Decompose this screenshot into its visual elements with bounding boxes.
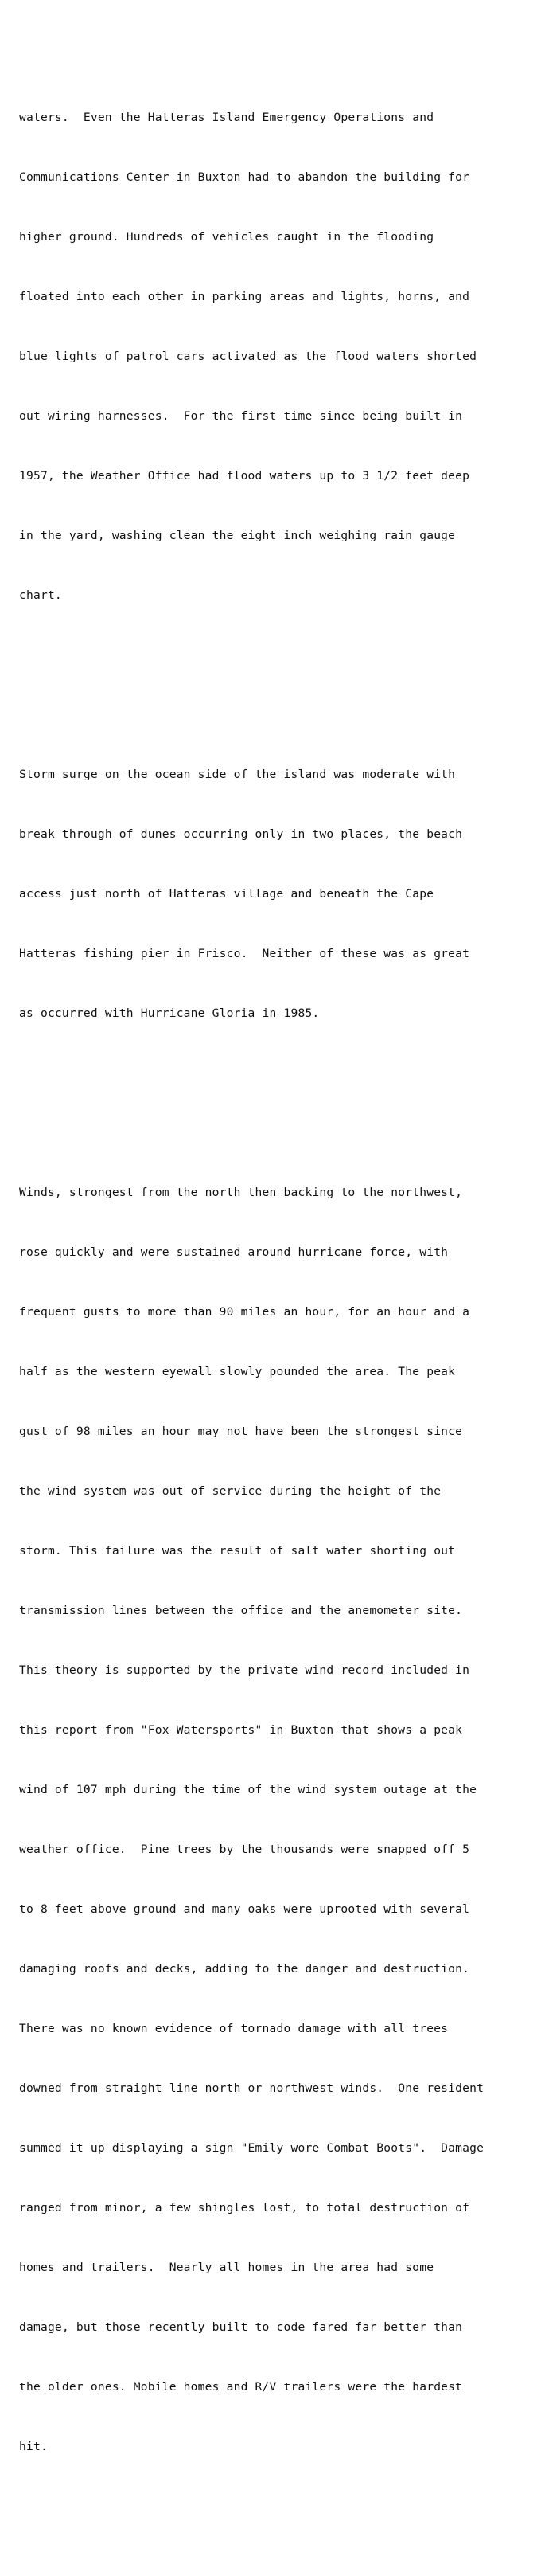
text-line: summed it up displaying a sign "Emily wore Combat Boots". Damage: [19, 2141, 485, 2155]
text-line: homes and trailers. Nearly all homes in the area had some: [19, 2261, 434, 2274]
text-line: damage, but those recently built to code fared far better than: [19, 2320, 463, 2334]
text-line: as occurred with Hurricane Gloria in 1985.: [19, 1007, 320, 1020]
text-line: storm. This failure was the result of salt water shorting out: [19, 1544, 456, 1558]
text-line: out wiring harnesses. For the first time since being built in: [19, 409, 463, 423]
text-line: to 8 feet above ground and many oaks were uprooted with several: [19, 1902, 470, 1916]
text-line: blue lights of patrol cars activated as the flood waters shorted: [19, 350, 477, 363]
text-line: Winds, strongest from the north then backing to the northwest,: [19, 1186, 463, 1199]
text-line: chart.: [19, 588, 62, 602]
text-line: higher ground. Hundreds of vehicles caught in the flooding: [19, 230, 434, 244]
text-line: Hatteras fishing pier in Frisco. Neither of these was as great: [19, 947, 470, 960]
text-line: This theory is supported by the private wind record included in: [19, 1663, 470, 1677]
text-line: the wind system was out of service during the height of the: [19, 1484, 442, 1498]
text-line: access just north of Hatteras village and beneath the Cape: [19, 887, 434, 901]
text-line: damaging roofs and decks, adding to the danger and destruction.: [19, 1962, 470, 1976]
text-line: waters. Even the Hatteras Island Emergency Operations and: [19, 111, 434, 124]
text-line: hit.: [19, 2440, 48, 2453]
paragraph-winds: [19, 1143, 536, 2496]
text-line: break through of dunes occurring only in two places, the beach: [19, 827, 463, 841]
text-line: gust of 98 miles an hour may not have been the strongest since: [19, 1425, 463, 1438]
document-body: [19, 8, 536, 2576]
text-line: floated into each other in parking areas and lights, horns, and: [19, 290, 470, 303]
text-line: half as the western eyewall slowly pounded the area. The peak: [19, 1365, 456, 1378]
text-line: transmission lines between the office and the anemometer site.: [19, 1604, 463, 1617]
text-line: ranged from minor, a few shingles lost, to total destruction of: [19, 2201, 470, 2214]
text-line: frequent gusts to more than 90 miles an hour, for an hour and a: [19, 1305, 470, 1319]
paragraph-flooding: [19, 68, 536, 645]
text-line: in the yard, washing clean the eight inch weighing rain gauge: [19, 529, 456, 542]
text-line: There was no known evidence of tornado damage with all trees: [19, 2022, 449, 2035]
text-line: weather office. Pine trees by the thousands were snapped off 5: [19, 1843, 470, 1856]
text-line: downed from straight line north or northwest winds. One resident: [19, 2082, 485, 2095]
paragraph-storm-surge: [19, 725, 536, 1063]
text-line: the older ones. Mobile homes and R/V trailers were the hardest: [19, 2380, 463, 2394]
text-line: this report from "Fox Watersports" in Buxton that shows a peak: [19, 1723, 463, 1737]
text-line: Communications Center in Buxton had to abandon the building for: [19, 170, 470, 184]
text-line: Storm surge on the ocean side of the island was moderate with: [19, 768, 456, 781]
text-line: rose quickly and were sustained around hurricane force, with: [19, 1245, 449, 1259]
text-line: wind of 107 mph during the time of the wind system outage at the: [19, 1783, 477, 1796]
text-line: 1957, the Weather Office had flood waters up to 3 1/2 feet deep: [19, 469, 470, 483]
